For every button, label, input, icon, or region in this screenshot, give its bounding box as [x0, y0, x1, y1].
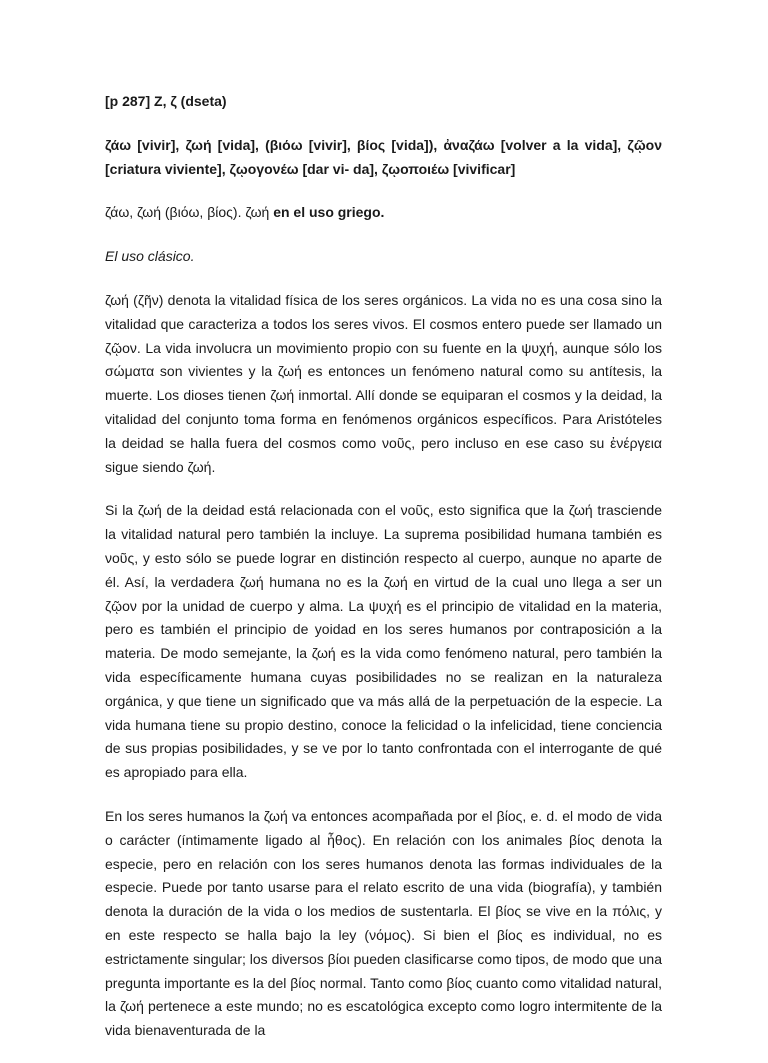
body-paragraph-1: ζωή (ζῆν) denota la vitalidad física de los seres orgánicos. La vida no es una cosa sino la vitalidad que caracteriza a todos los seres vivos. El cosmos entero puede ser llamado un ζῷον. La vida involucra un movimiento propio con su fuente en la ψυχή, aunque sólo los σώματα son vivientes y la ζωή es entonces un fenómeno natural como su antítesis, la muerte. Los dioses tienen ζωή inmortal. Allí donde se equiparan el cosmos y la deidad, la vitalidad del conjunto toma forma en fenómenos orgánicos específicos. Para Aristóteles la deidad se halla fuera del cosmos como νοῦς, pero incluso en ese caso su ἐνέργεια sigue siendo ζωή.: [105, 291, 662, 475]
body-paragraph-3: En los seres humanos la ζωή va entonces acompañada por el βίος, e. d. el modo de vida o carácter (íntimamente ligado al ἦθος). En relación con los animales βίος denota la especie, pero en relación con los seres humanos denota las formas individuales de la especie. Puede por tanto usarse para el relato escrito de una vida (biografía), y también denota la duración de la vida o los medios de sustentarla. El βίος se vive en la πόλις, y en este respecto se halla bajo la ley (νόμος). Si bien el βίος es individual, no es estrictamente singular; los diversos βίοι pueden clasificarse como tipos, de modo que una pregunta importante es la del βίος normal. Tanto como βίος cuanto como vitalidad natural, la ζωή pertenece a este mundo; no es escatológica excepto como logro intermitente de la vida bienaventurada de la: [105, 807, 662, 1039]
page-heading: [p 287] Ζ, ζ (dseta): [105, 93, 227, 109]
subsection-title: El uso clásico.: [105, 248, 195, 265]
section-title-bold: en el uso griego.: [273, 204, 385, 221]
entry-terms: ζάω [vivir], ζωή [vida], (βιόω [vivir], βίος [vida]), ἀναζάω [volver a la vida], ζῷον [criatura viviente], ζῳογονέω [dar vi- da], ζῳοποιέω [vivificar]: [105, 136, 662, 177]
section-title: [105, 201, 662, 225]
body-paragraph-2: Si la ζωή de la deidad está relacionada con el νοῦς, esto significa que la ζωή trasciende la vitalidad natural pero también la incluye. La suprema posibilidad humana también es νοῦς, y esto sólo se puede lograr en distinción respecto al cuerpo, aunque no aparte de él. Así, la verdadera ζωή humana no es la ζωή en virtud de la cual uno llega a ser un ζῷον por la unidad de cuerpo y alma. La ψυχή es el principio de vitalidad en la materia, pero es también el principio de yoidad en los seres humanos por contraposición a la materia. De modo semejante, la ζωή es la vida como fenómeno natural, pero también la vida específicamente humana cuyas posibilidades no se realizan en la naturaleza orgánica, y que tiene un significado que va más allá de la perpetuación de la especie. La vida humana tiene su propio destino, conoce la felicidad o la infelicidad, tiene conciencia de sus propias posibilidades, y se ve por lo tanto confrontada con el interrogante de qué es apropiado para ella.: [105, 502, 662, 781]
section-title-greek: ζάω, ζωή (βιόω, βίος). ζωή: [105, 204, 274, 221]
document-page: [105, 90, 662, 1063]
